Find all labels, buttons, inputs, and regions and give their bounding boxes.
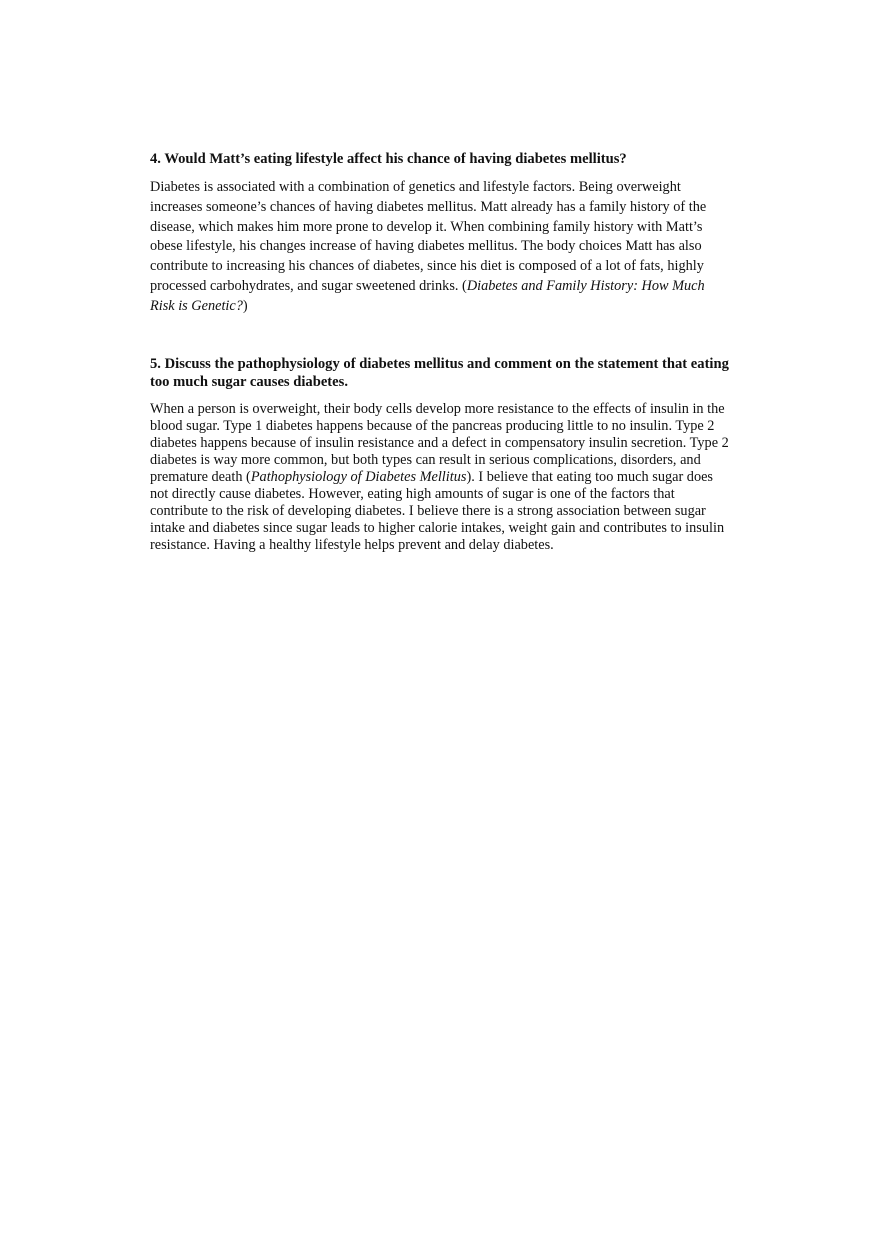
question-4-section [150,150,732,317]
question-5-section [150,355,732,554]
question-4-answer [150,178,732,317]
question-4-heading: 4. Would Matt’s eating lifestyle affect his chance of having diabetes mellitus? [150,151,627,167]
question-5-answer [150,401,732,554]
question-5-heading: 5. Discuss the pathophysiology of diabetes mellitus and comment on the statement that eating too much sugar causes diabetes. [150,356,729,390]
question-4-citation: Diabetes and Family History: How Much Risk is Genetic? [150,277,705,314]
question-5-answer-text: When a person is overweight, their body cells develop more resistance to the effects of insulin in the blood sugar. Type 1 diabetes happens because of the pancreas producing little to no insulin. Type 2 diabetes happens because of insulin resistance and a defect in compensatory insulin secretion. Type 2 diabetes is way more common, but both types can result in serious complications, disorders, and premature death ( [150,401,729,485]
question-4-answer-text: Diabetes is associated with a combination of genetics and lifestyle factors. Being overweight increases someone’s chances of having diabetes mellitus. Matt already has a family history of the disease, which makes him more prone to develop it. When combining family history with Matt’s obese lifestyle, his changes increase of having diabetes mellitus. The body choices Matt has also contribute to increasing his chances of diabetes, since his diet is composed of a lot of fats, highly processed carbohydrates, and sugar sweetened drinks. ( [150,179,707,294]
question-4-answer-end: ) [242,297,248,314]
question-5-answer-end: ). I believe that eating too much sugar does not directly cause diabetes. However, eating high amounts of sugar is one of the factors that contribute to the risk of developing diabetes. I believe there is a strong association between sugar intake and diabetes since sugar leads to higher calorie intakes, weight gain and contributes to insulin resistance. Having a healthy lifestyle helps prevent and delay diabetes. [150,469,725,553]
question-5-citation: Pathophysiology of Diabetes Mellitus [250,469,467,485]
